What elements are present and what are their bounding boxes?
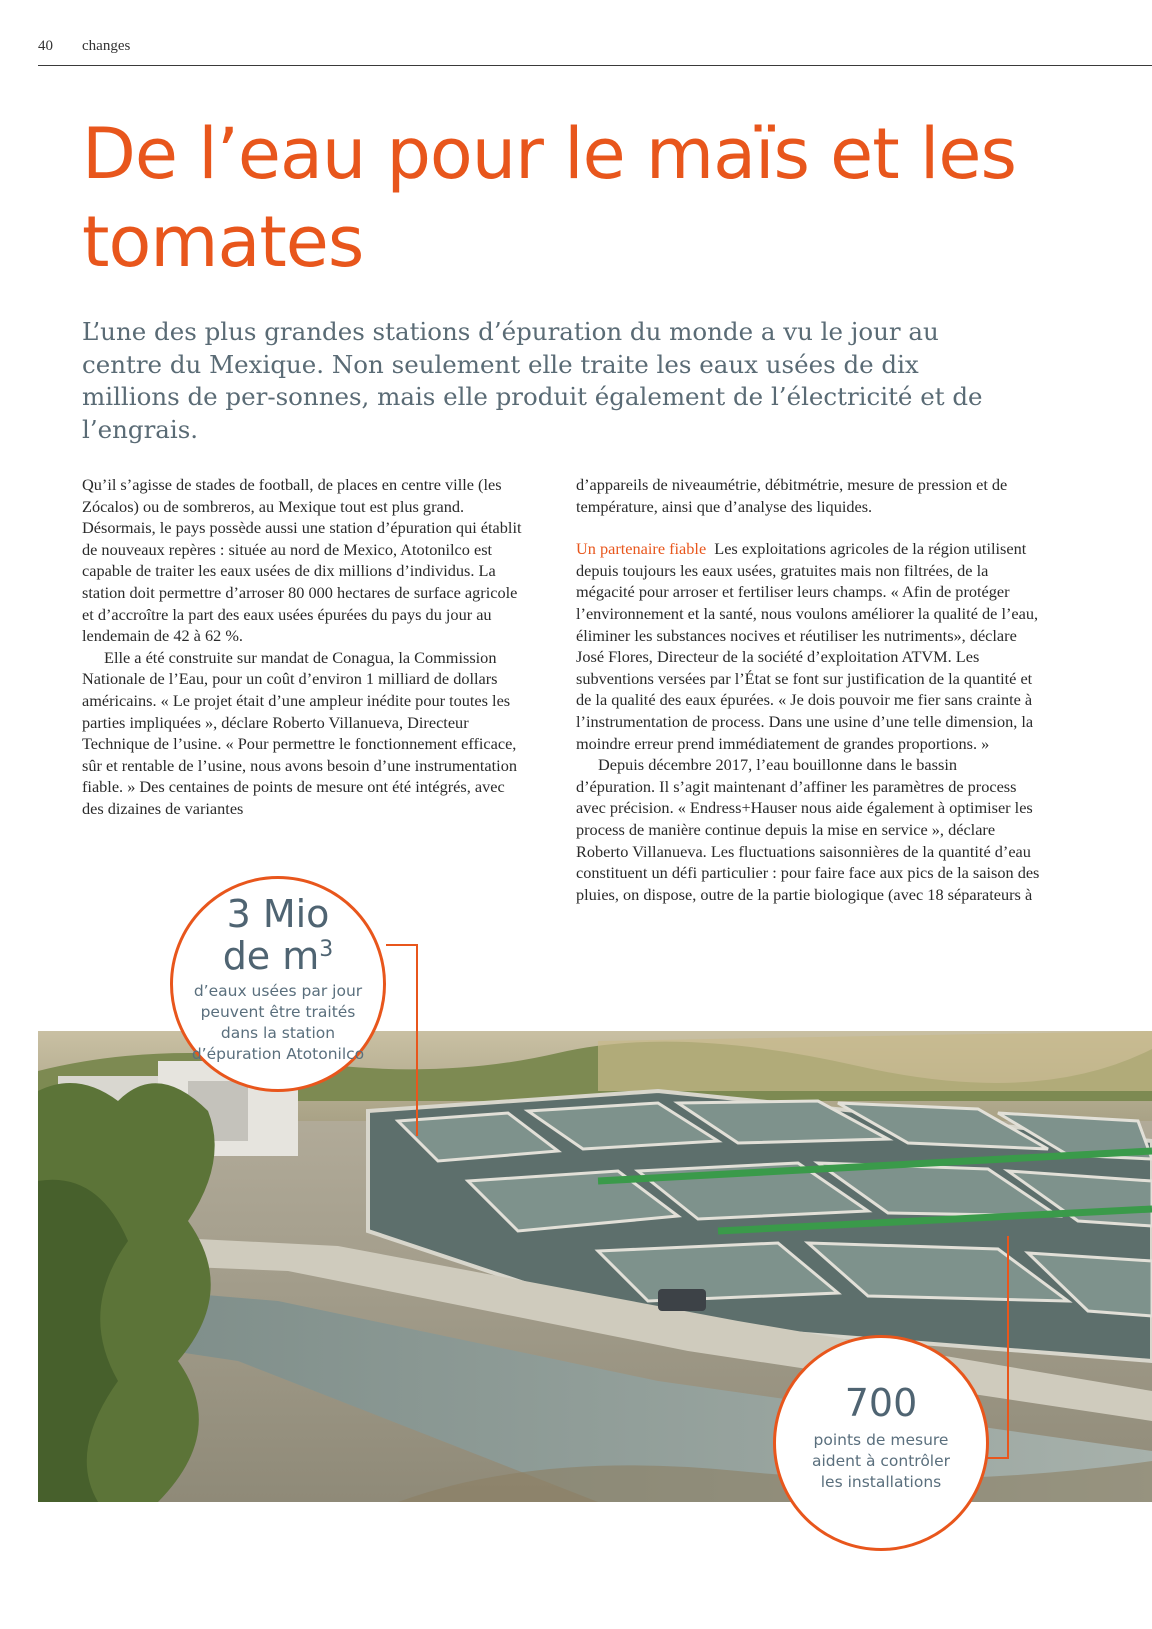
stat-value: 3 Mio [226, 892, 330, 936]
article-lead: L’une des plus grandes stations d’épuration du monde a vu le jour au centre du Mexique. Non seulement elle traite les eaux usées de dix millions de per-sonnes, mais elle produit également de l’électricité et de l’engrais. [82, 317, 983, 444]
body-paragraph: Elle a été construite sur mandat de Conagua, la Commission Nationale de l’Eau, pour un coût d’environ 1 milliard de dollars américains. « Le projet était d’une ampleur inédite pour toutes les parties impliquées », déclare Roberto Villanueva, Directeur Technique de l’usine. « Pour permettre le fonctionnement efficace, sûr et rentable de l’usine, nous avons besoin d’une instrumentation fiable. » Des centaines de points de mesure ont été intégrés, avec des dizaines de variantes [82, 647, 517, 818]
callout-connector [416, 944, 418, 1136]
page-number: 40 [38, 38, 53, 54]
stat-callout-capacity [170, 876, 386, 1092]
body-text: Les exploitations agricoles de la région utilisent depuis toujours les eaux usées, gratuites mais non filtrées, de la mégacité pour arroser et fertiliser leurs champs. « Afin de protéger l’environnement et la santé, nous voulons améliorer la qualité de l’eau, éliminer les substances nocives et réutiliser les nutriments», déclare José Flores, Directeur de la société d’exploitation ATVM. Les subventions versées par l’État se font sur justification de la quantité et de la qualité des eaux épurées. « Je dois pouvoir me fier sans crainte à l’instrumentation de process. Dans une usine d’une telle dimension, la moindre erreur prend immédiatement de grandes proportions. » [576, 539, 1039, 753]
body-paragraph: Depuis décembre 2017, l’eau bouillonne dans le bassin d’épuration. Il s’agit maintenant d’affiner les paramètres de process avec précision. « Endress+Hauser nous aide également à optimiser les process de manière continue depuis la mise en service », déclare Roberto Villanueva. Les fluctuations saisonnières de la quantité d’eau constituent un défi particulier : pour faire face aux pics de la saison des pluies, on dispose, outre de la partie biologique (avec 18 séparateurs à [576, 755, 1040, 904]
section-name: changes [82, 38, 131, 54]
stat-unit: de $m^3$ [222, 934, 334, 978]
body-column-right [576, 474, 1040, 905]
stat-caption: d’eaux usées par jour peuvent être traités dans la station d’épuration Atotonilco [191, 982, 365, 1063]
callout-connector [987, 1457, 1009, 1459]
callout-connector [1007, 1236, 1009, 1459]
callout-connector [386, 944, 418, 946]
stat-caption: points de mesure aident à contrôler les installations [811, 1431, 951, 1491]
subheading: Un partenaire fiable [576, 539, 707, 559]
stat-callout-measuring-points [773, 1335, 989, 1551]
running-header [38, 36, 1152, 66]
article-title: De l’eau pour le maïs et les tomates [82, 113, 1016, 283]
body-paragraph [576, 538, 1040, 754]
body-paragraph: d’appareils de niveaumétrie, débitmétrie, mesure de pression et de température, ainsi que d’analyse des liquides. [576, 475, 1008, 516]
stat-value: 700 [844, 1381, 918, 1425]
body-column-left [82, 474, 522, 820]
body-paragraph: Qu’il s’agisse de stades de football, de places en centre ville (les Zócalos) ou de sombreros, au Mexique tout est plus grand. Désormais, le pays possède aussi une station d’épuration qui établit de nouveaux repères : située au nord de Mexico, Atotonilco est capable de traiter les eaux usées de dix millions d’individus. La station doit permettre d’arroser 80 000 hectares de surface agricole et d’accroître la part des eaux usées épurées du pays du jour au lendemain de 42 à 62 %. [82, 475, 522, 646]
